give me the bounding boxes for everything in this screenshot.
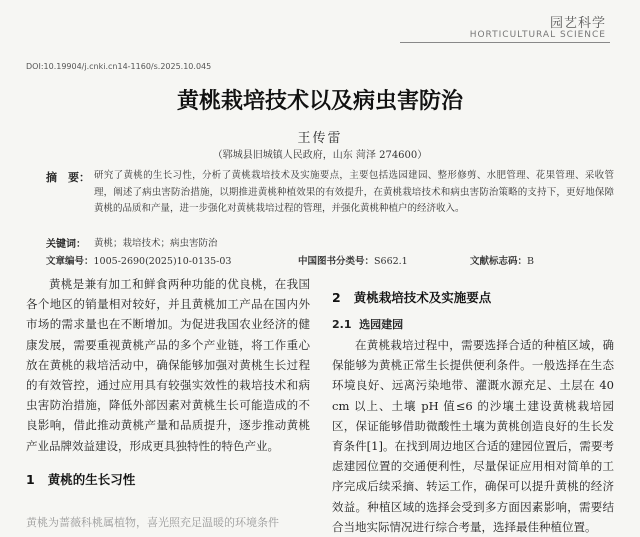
document-code-value: B: [527, 256, 534, 267]
keywords-text: 黄桃；栽培技术；病虫害防治: [94, 238, 218, 249]
section-2-title: 黄桃栽培技术及实施要点: [353, 290, 492, 305]
journal-name: 园艺科学: [549, 16, 606, 31]
keywords-label: 关键词：: [46, 239, 86, 250]
section-1-first-line: 黄桃为蔷薇科桃属植物，喜光照充足温暖的环境条件: [26, 516, 279, 529]
document-code: [470, 253, 534, 267]
affiliation: （郓城县旧城镇人民政府，山东 菏泽 274600）: [212, 150, 428, 161]
clc-number: [298, 253, 408, 267]
author: 王传雷: [297, 131, 343, 146]
right-column-paragraph: 在黄桃栽培过程中，需要选择合适的种植区域，确保能够为黄桃正常生长提供便利条件。一般选择在生态环境良好、远离污染地带、灌溉水源充足、土层在 40 cm 以上、土壤 pH 值≤6 的沙壤土建设黄桃栽培园区，保证能够借助微酸性土壤为黄桃创造良好的生长发育条件[1]。在找到周边地区合适的建园位置后，需要考虑建园位置的交通便利性，尽量保证应用相对简单的工序完成后续采摘、转运工作，确保可以提升黄桃的经济效益。种植区域的选择会受到多方面因素影响，需要结合当地实际情况进行综合考量，选择最佳种植位置。: [332, 338, 614, 534]
doi: DOI:10.19904/j.cnki.cn14-1160/s.2025.10.045: [26, 62, 212, 71]
clc-value: S662.1: [374, 256, 408, 267]
article-number: [46, 253, 231, 267]
subsection-2-1-title: 选园建园: [359, 318, 404, 331]
section-1-number: 1: [26, 472, 35, 487]
left-column-paragraph: 黄桃是兼有加工和鲜食两种功能的优良桃，在我国各个地区的销量相对较好，并且黄桃加工产品在国内外市场的需求量也在不断增加。为促进我国农业经济的健康发展，需要重视黄桃产品的多个产业链，将工作重心放在黄桃的栽培活动中，确保能够加强对黄桃生长过程的有效管控，通过应用具有较强实效性的栽培技术和病虫害防治措施，降低外部因素对黄桃生长可能造成的不良影响，借此推动黄桃产量和品质提升，逐步推动黄桃产业品牌效益建设，形成更具独特性的特色产业。: [26, 277, 310, 453]
article-number-label: 文章编号：: [46, 256, 94, 267]
section-2-heading: [332, 288, 491, 306]
header-rule: [400, 42, 610, 43]
section-1-heading: [26, 470, 135, 488]
section-1-title: 黄桃的生长习性: [47, 472, 136, 487]
journal-name-en: HORTICULTURAL SCIENCE: [469, 30, 606, 40]
paper-title: 黄桃栽培技术以及病虫害防治: [176, 89, 463, 114]
section-2-number: 2: [332, 290, 341, 305]
subsection-2-1-heading: [332, 316, 403, 332]
article-number-value: 1005-2690(2025)10-0135-03: [93, 256, 232, 267]
abstract-text: 研究了黄桃的生长习性，分析了黄桃栽培技术及实施要点，主要包括选园建园、整形修剪、水肥管理、花果管理、采收管理，阐述了病虫害防治措施，以期推进黄桃种植效果的有效提升，在黄桃栽培技术和病虫害防治策略的支持下，更好地保障黄桃的品质和产量，进一步强化对黄桃栽培过程的管理，并强化黄桃种植户的经济收入。: [94, 170, 614, 214]
subsection-2-1-number: 2.1: [332, 318, 352, 331]
abstract-label: 摘 要：: [46, 171, 90, 184]
document-code-label: 文献标志码：: [470, 256, 528, 267]
clc-label: 中国图书分类号：: [298, 256, 375, 267]
